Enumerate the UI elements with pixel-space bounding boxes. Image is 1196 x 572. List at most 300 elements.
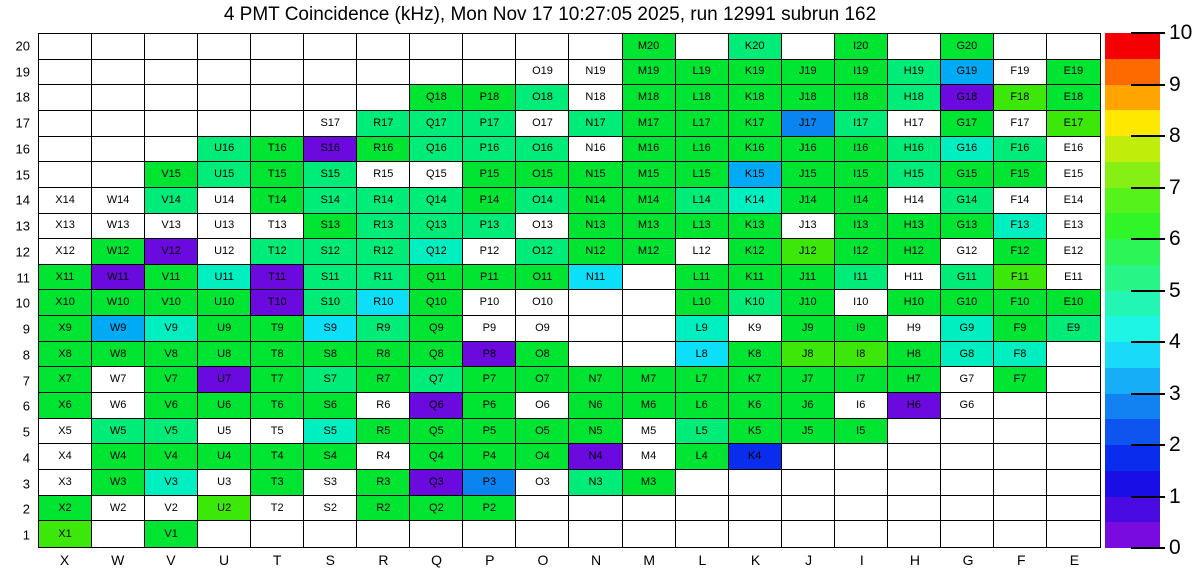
heatmap-cell [198, 111, 251, 137]
heatmap-cell: M16 [623, 137, 676, 163]
heatmap-cell [623, 290, 676, 316]
heatmap-cell: M6 [623, 393, 676, 419]
heatmap-cell: H6 [888, 393, 941, 419]
heatmap-cell: P4 [463, 444, 516, 470]
heatmap-cell [676, 496, 729, 522]
heatmap-cell: E11 [1047, 265, 1100, 291]
heatmap-cell: P15 [463, 162, 516, 188]
heatmap-cell: U13 [198, 214, 251, 240]
heatmap-cell: N5 [569, 419, 622, 445]
heatmap-cell [835, 521, 888, 547]
heatmap-cell: G14 [941, 188, 994, 214]
heatmap-cell [782, 34, 835, 60]
heatmap-cell: R16 [357, 137, 410, 163]
col-label: E [1069, 552, 1080, 568]
heatmap-cell [251, 111, 304, 137]
heatmap-cell [782, 444, 835, 470]
heatmap-cell: M14 [623, 188, 676, 214]
heatmap-cell: H7 [888, 367, 941, 393]
row-label: 19 [15, 64, 30, 80]
heatmap-cell [888, 496, 941, 522]
heatmap-cell [569, 290, 622, 316]
colorbar-band [1105, 136, 1160, 162]
heatmap-cell: V15 [145, 162, 198, 188]
heatmap-cell: L17 [676, 111, 729, 137]
heatmap-cell [1047, 470, 1100, 496]
row-label: 1 [22, 527, 30, 543]
heatmap-cell: T3 [251, 470, 304, 496]
heatmap-cell: X12 [39, 239, 92, 265]
heatmap-cell: K11 [729, 265, 782, 291]
colorbar-tick [1131, 444, 1165, 446]
col-label: M [643, 552, 656, 568]
row-label: 4 [22, 450, 30, 466]
heatmap-cell: S4 [304, 444, 357, 470]
heatmap-cell [145, 34, 198, 60]
heatmap-cell: J12 [782, 239, 835, 265]
heatmap-cell [410, 521, 463, 547]
heatmap-cell: H14 [888, 188, 941, 214]
heatmap-cell: K20 [729, 34, 782, 60]
heatmap-cell [835, 496, 888, 522]
heatmap-cell [304, 521, 357, 547]
heatmap-cell: G12 [941, 239, 994, 265]
heatmap-cell: H8 [888, 342, 941, 368]
heatmap-cell: U4 [198, 444, 251, 470]
heatmap-cell [888, 444, 941, 470]
heatmap-cell: P17 [463, 111, 516, 137]
row-label: 18 [15, 89, 30, 105]
heatmap-cell: J10 [782, 290, 835, 316]
heatmap-cell: N4 [569, 444, 622, 470]
heatmap-cell: L19 [676, 60, 729, 86]
heatmap-cell: V1 [145, 521, 198, 547]
colorbar-band [1105, 162, 1160, 188]
heatmap-cell [888, 521, 941, 547]
heatmap-cell: O3 [516, 470, 569, 496]
heatmap-cell: V13 [145, 214, 198, 240]
heatmap-cell: L7 [676, 367, 729, 393]
heatmap-cell: I14 [835, 188, 888, 214]
heatmap-cell: L11 [676, 265, 729, 291]
heatmap-cell: K14 [729, 188, 782, 214]
heatmap-cell [994, 34, 1047, 60]
heatmap-cell: Q11 [410, 265, 463, 291]
heatmap-cell: R4 [357, 444, 410, 470]
heatmap-cell [676, 34, 729, 60]
heatmap-cell [39, 85, 92, 111]
heatmap-cell [198, 34, 251, 60]
colorbar-tick [1131, 341, 1165, 343]
heatmap-cell: R14 [357, 188, 410, 214]
heatmap-cell: G20 [941, 34, 994, 60]
heatmap-cell: O12 [516, 239, 569, 265]
row-label: 7 [22, 373, 30, 389]
heatmap-cell: K17 [729, 111, 782, 137]
colorbar-band [1105, 291, 1160, 317]
heatmap-cell [623, 521, 676, 547]
heatmap-cell: L16 [676, 137, 729, 163]
heatmap-cell [39, 60, 92, 86]
heatmap-cell: R7 [357, 367, 410, 393]
heatmap-cell: U12 [198, 239, 251, 265]
heatmap-cell [463, 521, 516, 547]
heatmap-cell: N3 [569, 470, 622, 496]
heatmap-cell: X2 [39, 496, 92, 522]
row-label: 12 [15, 244, 30, 260]
heatmap-cell: E16 [1047, 137, 1100, 163]
heatmap-cell: W13 [92, 214, 145, 240]
heatmap-cell [251, 85, 304, 111]
heatmap-cell [782, 521, 835, 547]
heatmap-cell: P9 [463, 316, 516, 342]
heatmap-cell: X1 [39, 521, 92, 547]
heatmap-cell: S10 [304, 290, 357, 316]
heatmap-cell: L12 [676, 239, 729, 265]
heatmap-cell: V10 [145, 290, 198, 316]
row-label: 9 [22, 321, 30, 337]
heatmap-cell: W5 [92, 419, 145, 445]
colorbar-tick-label: 9 [1169, 72, 1181, 96]
heatmap-cell: X13 [39, 214, 92, 240]
heatmap-cell: F16 [994, 137, 1047, 163]
heatmap-cell [357, 85, 410, 111]
heatmap-cell: X4 [39, 444, 92, 470]
heatmap-cell: R13 [357, 214, 410, 240]
colorbar-band [1105, 522, 1160, 548]
heatmap-cell [410, 34, 463, 60]
heatmap-cell [39, 111, 92, 137]
heatmap-cell: U3 [198, 470, 251, 496]
heatmap-cell: J14 [782, 188, 835, 214]
col-label: F [1016, 552, 1026, 568]
heatmap-cell: K19 [729, 60, 782, 86]
heatmap-cell [569, 496, 622, 522]
heatmap-cell: J7 [782, 367, 835, 393]
colorbar-band [1105, 342, 1160, 368]
heatmap-cell [304, 85, 357, 111]
row-label: 17 [15, 115, 30, 131]
heatmap-cell: K13 [729, 214, 782, 240]
col-label: L [698, 552, 707, 568]
heatmap-cell: U9 [198, 316, 251, 342]
colorbar-tick-label: 10 [1169, 21, 1193, 44]
heatmap-cell: H12 [888, 239, 941, 265]
heatmap-cell: N16 [569, 137, 622, 163]
heatmap-cell [92, 111, 145, 137]
heatmap-cell: V6 [145, 393, 198, 419]
heatmap-frame [38, 33, 1101, 548]
heatmap-cell: R2 [357, 496, 410, 522]
heatmap-cell: S13 [304, 214, 357, 240]
col-label: O [537, 552, 549, 568]
heatmap-cell: R3 [357, 470, 410, 496]
heatmap-cell: R12 [357, 239, 410, 265]
heatmap-cell: W11 [92, 265, 145, 291]
heatmap-cell: S11 [304, 265, 357, 291]
heatmap-cell: I20 [835, 34, 888, 60]
colorbar-tick [1131, 547, 1165, 549]
heatmap-cell: Q18 [410, 85, 463, 111]
heatmap-cell: H17 [888, 111, 941, 137]
heatmap-cell: W12 [92, 239, 145, 265]
heatmap-cell: O5 [516, 419, 569, 445]
col-label: R [378, 552, 389, 568]
heatmap-cell: Q9 [410, 316, 463, 342]
heatmap-cell: W6 [92, 393, 145, 419]
col-label: Q [431, 552, 443, 568]
heatmap-cell: Q13 [410, 214, 463, 240]
heatmap-cell: I6 [835, 393, 888, 419]
heatmap-cell: E13 [1047, 214, 1100, 240]
heatmap-cell: J15 [782, 162, 835, 188]
heatmap-cell: I5 [835, 419, 888, 445]
heatmap-cell: M12 [623, 239, 676, 265]
heatmap-cell [145, 137, 198, 163]
row-label: 13 [15, 218, 30, 234]
heatmap-cell: V7 [145, 367, 198, 393]
heatmap-cell: X5 [39, 419, 92, 445]
colorbar-band [1105, 110, 1160, 136]
heatmap-cell: N19 [569, 60, 622, 86]
heatmap-cell [463, 34, 516, 60]
colorbar-tick-label: 0 [1169, 536, 1181, 559]
heatmap-cell: J9 [782, 316, 835, 342]
heatmap-cell: M15 [623, 162, 676, 188]
heatmap-cell [39, 137, 92, 163]
heatmap-cell: F14 [994, 188, 1047, 214]
colorbar-tick [1131, 393, 1165, 395]
heatmap-cell: E12 [1047, 239, 1100, 265]
heatmap-cell: F10 [994, 290, 1047, 316]
heatmap-cell: M20 [623, 34, 676, 60]
heatmap-cell: S5 [304, 419, 357, 445]
heatmap-cell: N7 [569, 367, 622, 393]
heatmap-cell [676, 470, 729, 496]
heatmap-cell [569, 521, 622, 547]
heatmap-cell: J17 [782, 111, 835, 137]
heatmap-cell: J5 [782, 419, 835, 445]
heatmap-cell: K18 [729, 85, 782, 111]
heatmap-cell: U7 [198, 367, 251, 393]
heatmap-cell: S3 [304, 470, 357, 496]
heatmap-cell [1047, 393, 1100, 419]
heatmap-cell: E9 [1047, 316, 1100, 342]
heatmap-cell: Q10 [410, 290, 463, 316]
heatmap-cell: K10 [729, 290, 782, 316]
heatmap-cell [198, 60, 251, 86]
heatmap-cell: U14 [198, 188, 251, 214]
heatmap-cell: T10 [251, 290, 304, 316]
heatmap-cell: U10 [198, 290, 251, 316]
heatmap-cell: U11 [198, 265, 251, 291]
heatmap-cell: V11 [145, 265, 198, 291]
heatmap-cell [92, 162, 145, 188]
heatmap-cell: H16 [888, 137, 941, 163]
colorbar-band [1105, 85, 1160, 111]
row-label: 20 [15, 38, 30, 54]
heatmap-cell: R15 [357, 162, 410, 188]
heatmap-cell: L13 [676, 214, 729, 240]
col-label: V [166, 552, 176, 568]
heatmap-cell: I13 [835, 214, 888, 240]
row-label: 8 [22, 347, 30, 363]
col-label: J [805, 552, 813, 568]
heatmap-cell: U2 [198, 496, 251, 522]
heatmap-cell: W3 [92, 470, 145, 496]
heatmap-cell: Q2 [410, 496, 463, 522]
heatmap-cell: L14 [676, 188, 729, 214]
heatmap-cell [623, 316, 676, 342]
heatmap-cell: V9 [145, 316, 198, 342]
heatmap-cell: R10 [357, 290, 410, 316]
heatmap-cell: O9 [516, 316, 569, 342]
heatmap-cell [251, 60, 304, 86]
col-label: P [485, 552, 495, 568]
heatmap-cell: I7 [835, 367, 888, 393]
heatmap-cell: K7 [729, 367, 782, 393]
heatmap-cell: S2 [304, 496, 357, 522]
heatmap-cell: R9 [357, 316, 410, 342]
heatmap-cell [92, 34, 145, 60]
heatmap-cell: G17 [941, 111, 994, 137]
heatmap-cell: E10 [1047, 290, 1100, 316]
colorbar-band [1105, 445, 1160, 471]
heatmap-cell: T8 [251, 342, 304, 368]
heatmap-cell: V5 [145, 419, 198, 445]
heatmap-cell: T13 [251, 214, 304, 240]
heatmap-cell: Q8 [410, 342, 463, 368]
colorbar-tick-label: 7 [1169, 175, 1181, 199]
heatmap-cell: P8 [463, 342, 516, 368]
heatmap-cell [994, 470, 1047, 496]
heatmap-cell [729, 470, 782, 496]
heatmap-grid [39, 34, 1100, 547]
heatmap-cell [623, 496, 676, 522]
heatmap-cell: O10 [516, 290, 569, 316]
colorbar-tick-label: 4 [1169, 330, 1181, 353]
colorbar [1105, 21, 1196, 559]
heatmap-cell: N6 [569, 393, 622, 419]
heatmap-cell: J19 [782, 60, 835, 86]
heatmap-cell [1047, 521, 1100, 547]
heatmap-cell: J11 [782, 265, 835, 291]
heatmap-cell: K9 [729, 316, 782, 342]
heatmap-cell: I18 [835, 85, 888, 111]
heatmap-cell [623, 342, 676, 368]
heatmap-cell [145, 111, 198, 137]
heatmap-cell: G18 [941, 85, 994, 111]
heatmap-cell: N11 [569, 265, 622, 291]
heatmap-cell: M19 [623, 60, 676, 86]
colorbar-band [1105, 394, 1160, 420]
heatmap-cell [198, 85, 251, 111]
colorbar-tick-label: 1 [1169, 484, 1181, 508]
heatmap-cell: O14 [516, 188, 569, 214]
heatmap-cell: G15 [941, 162, 994, 188]
heatmap-cell: G8 [941, 342, 994, 368]
row-label: 14 [15, 192, 30, 208]
heatmap-cell [888, 470, 941, 496]
heatmap-cell [994, 444, 1047, 470]
colorbar-band [1105, 33, 1160, 59]
heatmap-cell: K5 [729, 419, 782, 445]
heatmap-cell: L4 [676, 444, 729, 470]
heatmap-cell [994, 419, 1047, 445]
heatmap-cell: O6 [516, 393, 569, 419]
heatmap-cell [888, 419, 941, 445]
heatmap-cell: P10 [463, 290, 516, 316]
heatmap-cell: H9 [888, 316, 941, 342]
heatmap-cell: S16 [304, 137, 357, 163]
heatmap-cell: Q3 [410, 470, 463, 496]
heatmap-cell: M5 [623, 419, 676, 445]
heatmap-cell: H18 [888, 85, 941, 111]
heatmap-cell: T4 [251, 444, 304, 470]
heatmap-cell: S9 [304, 316, 357, 342]
colorbar-tick-label: 8 [1169, 124, 1181, 147]
heatmap-cell [676, 521, 729, 547]
heatmap-cell: E17 [1047, 111, 1100, 137]
heatmap-cell: P12 [463, 239, 516, 265]
colorbar-band [1105, 265, 1160, 291]
colorbar-tick-label: 3 [1169, 381, 1181, 405]
heatmap-cell: S8 [304, 342, 357, 368]
heatmap-cell: V8 [145, 342, 198, 368]
heatmap-cell: Q17 [410, 111, 463, 137]
heatmap-cell: H10 [888, 290, 941, 316]
heatmap-cell: N14 [569, 188, 622, 214]
heatmap-cell [357, 521, 410, 547]
heatmap-cell: M7 [623, 367, 676, 393]
heatmap-cell: S6 [304, 393, 357, 419]
heatmap-cell [729, 496, 782, 522]
heatmap-cell: T11 [251, 265, 304, 291]
heatmap-cell: R8 [357, 342, 410, 368]
heatmap-cell: L10 [676, 290, 729, 316]
heatmap-cell: T2 [251, 496, 304, 522]
heatmap-cell: U5 [198, 419, 251, 445]
heatmap-cell: P3 [463, 470, 516, 496]
colorbar-band [1105, 59, 1160, 85]
heatmap-cell: K12 [729, 239, 782, 265]
heatmap-cell: O7 [516, 367, 569, 393]
heatmap-cell: V4 [145, 444, 198, 470]
heatmap-cell: W7 [92, 367, 145, 393]
colorbar-tick [1131, 84, 1165, 86]
heatmap-cell: L5 [676, 419, 729, 445]
heatmap-cell [994, 521, 1047, 547]
heatmap-cell: I19 [835, 60, 888, 86]
heatmap-cell: L6 [676, 393, 729, 419]
heatmap-cell: W9 [92, 316, 145, 342]
heatmap-cell: S17 [304, 111, 357, 137]
heatmap-cell [569, 316, 622, 342]
heatmap-cell [516, 521, 569, 547]
heatmap-cell: T5 [251, 419, 304, 445]
heatmap-cell: J18 [782, 85, 835, 111]
heatmap-cell: K8 [729, 342, 782, 368]
heatmap-cell: E15 [1047, 162, 1100, 188]
heatmap-cell [304, 60, 357, 86]
heatmap-cell: S14 [304, 188, 357, 214]
heatmap-cell: W10 [92, 290, 145, 316]
heatmap-cell: X6 [39, 393, 92, 419]
col-label: W [111, 552, 125, 568]
heatmap-cell [145, 60, 198, 86]
row-label: 11 [16, 270, 30, 286]
heatmap-cell [835, 470, 888, 496]
